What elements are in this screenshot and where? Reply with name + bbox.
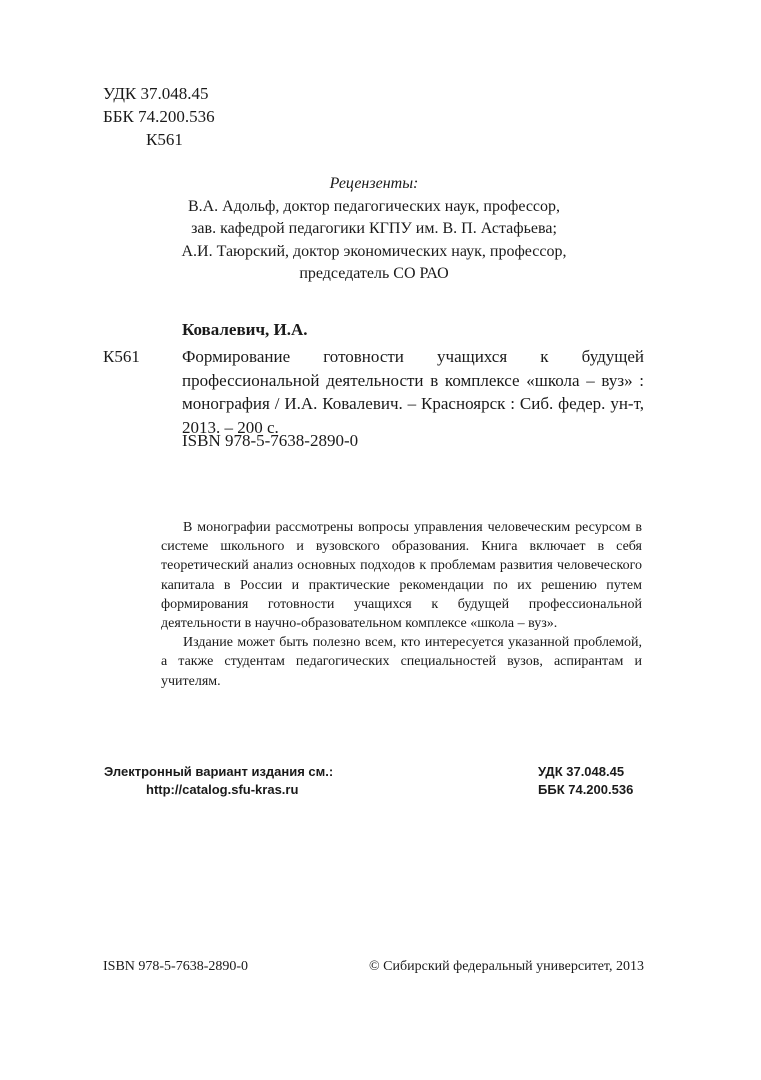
reviewer-line: В.А. Адольф, доктор педагогических наук, профессор, — [187, 197, 561, 215]
catalog-description: Формирование готовности учащихся к будущей профессиональной деятельности в комплексе «школа – вуз» : монография / И.А. Ковалевич. – Красноярск : Сиб. федер. ун-т, 2013. – 200 с. — [182, 347, 644, 437]
catalog-link[interactable]: http://catalog.sfu-kras.ru — [146, 782, 299, 797]
catalog-code: К561 — [103, 347, 140, 366]
bbk-code-bottom: ББК 74.200.536 — [538, 782, 634, 797]
footer-isbn: ISBN 978-5-7638-2890-0 — [103, 959, 249, 974]
catalog-isbn: ISBN 978-5-7638-2890-0 — [182, 431, 359, 450]
bbk-code: ББК 74.200.536 — [103, 107, 215, 126]
electronic-version-label: Электронный вариант издания см.: — [104, 764, 334, 779]
udk-code: УДК 37.048.45 — [103, 84, 209, 103]
reviewer-line: зав. кафедрой педагогики КГПУ им. В. П. Астафьева; — [191, 220, 557, 237]
copyright: © Сибирский федеральный университет, 2013 — [369, 959, 644, 974]
reviewers-block — [170, 173, 578, 286]
abstract-paragraph: Издание может быть полезно всем, кто интересуется указанной проблемой, а также студентам педагогических специальностей вузов, аспирантам и учителям. — [161, 635, 642, 689]
classification-codes — [103, 82, 215, 151]
reviewer-line: А.И. Таюрский, доктор экономических наук, профессор, — [181, 242, 567, 260]
catalog-author: Ковалевич, И.А. — [182, 320, 308, 339]
udk-code-bottom: УДК 37.048.45 — [538, 764, 625, 779]
author-mark: К561 — [146, 130, 183, 149]
abstract-paragraph: В монографии рассмотрены вопросы управления человеческим ресурсом в системе школьного и вузовского образования. Книга включает в себя теоретический анализ основных подходов к проблемам развития человеческого капитала в России и практические рекомендации по их решению путем формирования готовности учащихся к будущей профессиональной деятельности в научно-образовательном комплексе «школа – вуз». — [161, 520, 642, 632]
reviewers-title: Рецензенты: — [329, 175, 419, 192]
abstract — [161, 518, 642, 691]
reviewer-line: председатель СО РАО — [299, 265, 449, 282]
right-codes — [538, 763, 633, 799]
electronic-version — [104, 763, 333, 799]
